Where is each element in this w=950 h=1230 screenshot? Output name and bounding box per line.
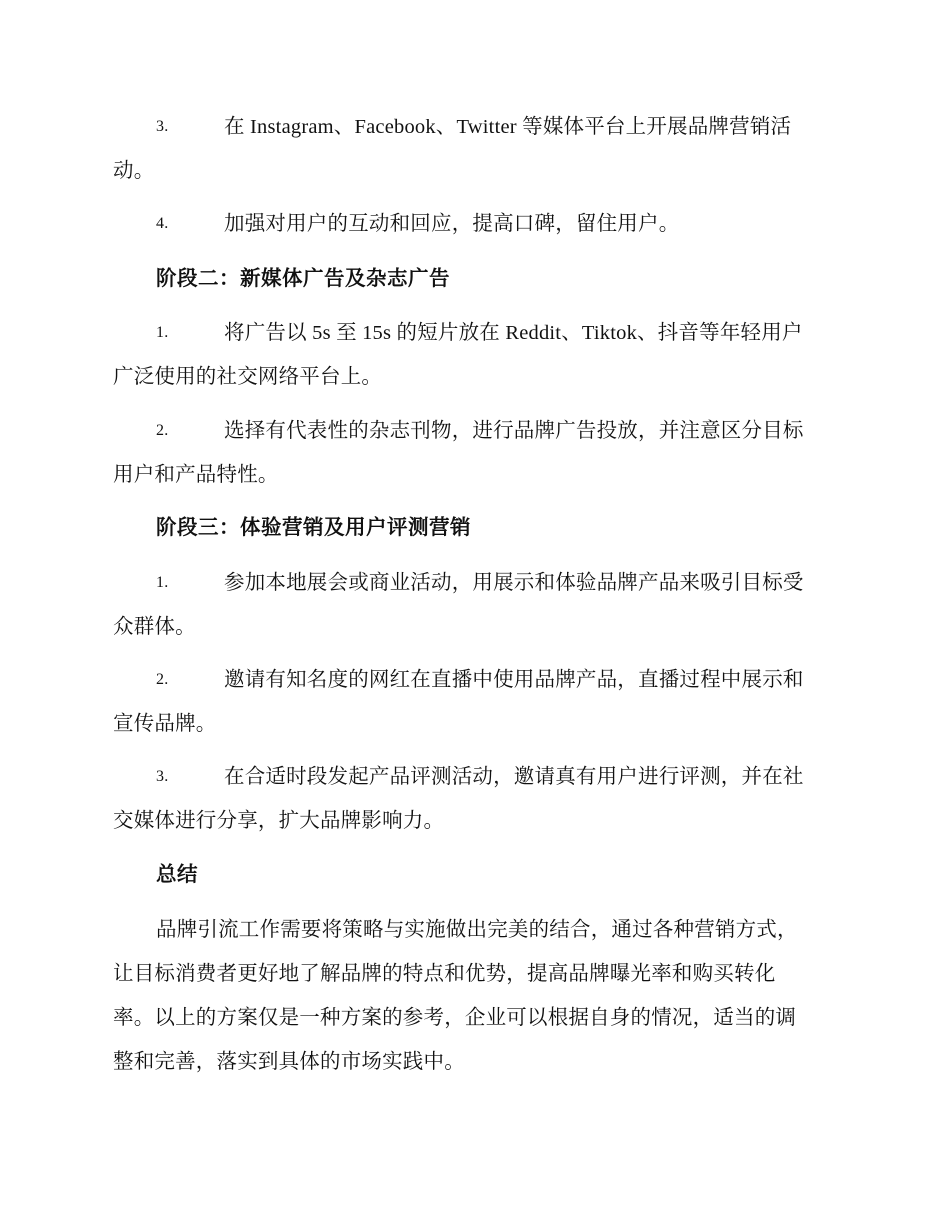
list-text-line2: 众群体。 bbox=[113, 616, 196, 638]
summary-line: 整和完善，落实到具体的市场实践中。 bbox=[113, 1051, 465, 1073]
list-text-line1: 参加本地展会或商业活动，用展示和体验品牌产品来吸引目标受 bbox=[224, 572, 804, 594]
summary-paragraph bbox=[113, 908, 835, 1084]
list-text-line2: 动。 bbox=[113, 160, 155, 182]
list-text-line2: 用户和产品特性。 bbox=[113, 464, 279, 486]
list-number: 3. bbox=[156, 768, 169, 785]
list-number: 2. bbox=[156, 671, 169, 688]
list-text-line2: 广泛使用的社交网络平台上。 bbox=[113, 366, 383, 388]
list-number: 1. bbox=[156, 324, 169, 341]
list-item bbox=[113, 755, 835, 843]
list-text-line1: 选择有代表性的杂志刊物，进行品牌广告投放，并注意区分目标 bbox=[224, 420, 804, 442]
section-heading-stage3: 阶段三：体验营销及用户评测营销 bbox=[156, 517, 471, 539]
list-item bbox=[113, 561, 835, 649]
summary-line: 品牌引流工作需要将策略与实施做出完美的结合，通过各种营销方式， bbox=[156, 919, 798, 941]
section-heading-stage2: 阶段二：新媒体广告及杂志广告 bbox=[156, 268, 450, 290]
summary-line: 率。以上的方案仅是一种方案的参考，企业可以根据自身的情况，适当的调 bbox=[113, 1007, 797, 1029]
list-item bbox=[113, 311, 835, 399]
summary-line: 让目标消费者更好地了解品牌的特点和优势，提高品牌曝光率和购买转化 bbox=[113, 963, 776, 985]
list-text-line2: 宣传品牌。 bbox=[113, 713, 217, 735]
list-item bbox=[113, 105, 835, 193]
list-text-line1: 在合适时段发起产品评测活动，邀请真有用户进行评测，并在社 bbox=[224, 766, 804, 788]
list-number: 3. bbox=[156, 118, 169, 135]
list-text-line1: 加强对用户的互动和回应，提高口碑，留住用户。 bbox=[224, 213, 680, 235]
list-number: 2. bbox=[156, 422, 169, 439]
list-text-line1: 将广告以 5s 至 15s 的短片放在 Reddit、Tiktok、抖音等年轻用户 bbox=[224, 322, 803, 344]
list-text-line1: 在 Instagram、Facebook、Twitter 等媒体平台上开展品牌营销活 bbox=[224, 116, 792, 138]
list-text-line1: 邀请有知名度的网红在直播中使用品牌产品，直播过程中展示和 bbox=[224, 669, 804, 691]
list-item bbox=[113, 409, 835, 497]
list-number: 4. bbox=[156, 215, 169, 232]
list-item bbox=[113, 658, 835, 746]
list-text-line2: 交媒体进行分享，扩大品牌影响力。 bbox=[113, 810, 445, 832]
section-heading-summary: 总结 bbox=[156, 864, 198, 886]
list-item bbox=[113, 202, 835, 246]
list-number: 1. bbox=[156, 574, 169, 591]
